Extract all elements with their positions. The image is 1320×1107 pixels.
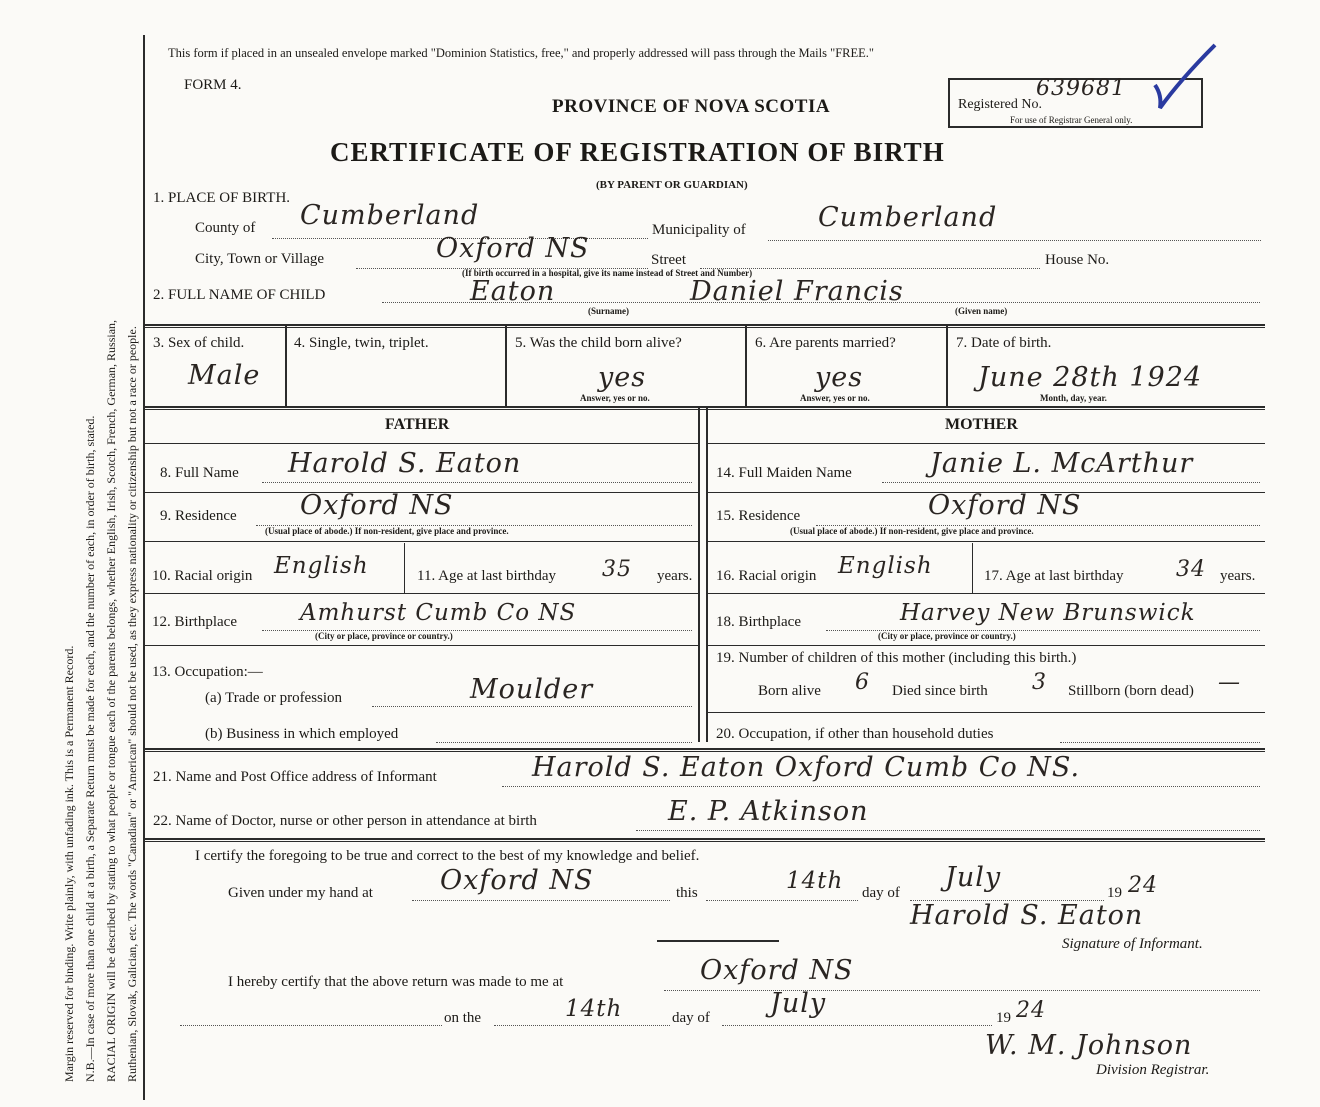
died-since-birth-label: Died since birth [892,683,988,699]
given-name-caption: (Given name) [955,306,1008,316]
mother-children-label: 19. Number of children of this mother (including this birth.) [716,650,1077,666]
father-racial-label: 10. Racial origin [152,568,253,584]
this-label: this [676,885,698,901]
given-year-value: 24 [1128,873,1158,898]
parents-married-label: 6. Are parents married? [755,335,896,351]
father-racial-value: English [274,553,369,579]
mother-occupation-label: 20. Occupation, if other than household duties [716,726,994,742]
informant-value: Harold S. Eaton Oxford Cumb Co NS. [532,752,1081,783]
mother-birthplace-caption: (City or place, province or country.) [878,631,1016,641]
father-age-label: 11. Age at last birthday [417,568,556,584]
child-surname: Eaton [470,276,556,307]
father-residence-caption: (Usual place of abode.) If non-resident, give place and province. [265,526,509,536]
street-label: Street [651,252,686,268]
informant-signature: Harold S. Eaton [910,900,1144,931]
father-residence-label: 9. Residence [160,508,237,524]
hospital-note: (If birth occurred in a hospital, give its name instead of Street and Number) [462,268,753,278]
mother-age-value: 34 [1176,557,1206,582]
died-since-birth-value: 3 [1032,670,1047,695]
born-alive-value: yes [598,362,647,393]
multiple-birth-label: 4. Single, twin, triplet. [294,335,429,351]
mother-racial-value: English [838,553,933,579]
doctor-value: E. P. Atkinson [668,796,869,827]
born-alive-caption: Answer, yes or no. [580,393,650,403]
father-business-label: (b) Business in which employed [205,726,399,742]
date-of-birth-caption: Month, day, year. [1040,393,1107,403]
mother-birthplace-label: 18. Birthplace [716,614,801,630]
margin-racial-note: RACIAL ORIGIN will be described by stating to what people or tongue each of the parents belongs, whether English, Irish, Scotch, French, German, Russian, [104,319,118,1082]
father-trade-label: (a) Trade or profession [205,690,343,706]
father-residence-value: Oxford NS [300,490,454,521]
margin-nb-note: N.B.—In case of more than one child at a birth, a Separate Return must be made for each, and the number of each, in order of birth, stated. [83,415,97,1082]
municipality-value: Cumberland [818,202,998,233]
registrar-day-value: 14th [565,996,623,1022]
municipality-label: Municipality of [652,222,746,238]
child-name-label: 2. FULL NAME OF CHILD [153,287,326,303]
certificate-subtitle: (BY PARENT OR GUARDIAN) [596,179,748,191]
mother-residence-caption: (Usual place of abode.) If non-resident, give place and province. [790,526,1034,536]
mother-age-label: 17. Age at last birthday [984,568,1124,584]
divider [657,940,779,942]
mother-name-value: Janie L. McArthur [930,448,1194,479]
date-of-birth-value: June 28th 1924 [978,362,1203,393]
father-age-unit: years. [657,568,693,584]
father-name-value: Harold S. Eaton [288,448,522,479]
father-age-value: 35 [602,557,632,582]
registrar-year-value: 24 [1016,998,1046,1023]
registered-label: Registered No. [958,97,1042,112]
given-year-prefix: 19 [1107,885,1122,901]
parents-married-caption: Answer, yes or no. [800,393,870,403]
certification-statement: I certify the foregoing to be true and correct to the best of my knowledge and belief. [195,848,700,864]
registrar-statement: I hereby certify that the above return was made to me at [228,974,564,990]
registered-number: 639681 [1036,76,1126,101]
mail-note: This form if placed in an unsealed envelope marked "Dominion Statistics, free," and properly addressed will pass through the Mails "FREE." [168,46,875,60]
certificate-title: CERTIFICATE OF REGISTRATION OF BIRTH [330,137,945,167]
mother-residence-label: 15. Residence [716,508,801,524]
place-of-birth-heading: 1. PLACE OF BIRTH. [153,190,291,206]
mother-racial-label: 16. Racial origin [716,568,817,584]
house-number-label: House No. [1045,252,1110,268]
date-of-birth-label: 7. Date of birth. [956,335,1052,351]
born-alive-count-value: 6 [855,670,870,695]
doctor-label: 22. Name of Doctor, nurse or other person in attendance at birth [153,813,537,829]
registrar-place-value: Oxford NS [700,955,854,986]
informant-signature-caption: Signature of Informant. [1062,936,1203,952]
informant-label: 21. Name and Post Office address of Informant [153,769,437,785]
form-number: FORM 4. [184,77,242,93]
registrar-month-value: July [770,988,827,1019]
given-under-label: Given under my hand at [228,885,373,901]
registrar-year-prefix: 19 [996,1010,1011,1026]
form-left-border [143,35,145,1100]
child-given-name: Daniel Francis [690,276,904,307]
sex-value: Male [188,360,261,391]
given-place-value: Oxford NS [440,865,594,896]
registrar-caption: Division Registrar. [1096,1062,1210,1078]
given-month-value: July [945,862,1002,893]
surname-caption: (Surname) [588,306,629,316]
checkmark-icon [1150,40,1220,115]
father-birthplace-label: 12. Birthplace [152,614,237,630]
registrar-note: For use of Registrar General only. [1010,115,1133,125]
father-heading: FATHER [385,416,450,433]
mother-heading: MOTHER [945,416,1018,433]
province-heading: PROVINCE OF NOVA SCOTIA [552,96,831,117]
county-value: Cumberland [300,200,480,231]
margin-binding-note: Margin reserved for binding. Write plainly, with unfading ink. This is a Permanent Record. [62,645,76,1082]
mother-name-label: 14. Full Maiden Name [716,465,852,481]
sex-label: 3. Sex of child. [153,335,245,351]
stillborn-value: — [1218,670,1241,695]
given-day-of-label: day of [862,885,900,901]
given-day-value: 14th [786,868,844,894]
father-trade-value: Moulder [470,674,594,705]
father-occupation-label: 13. Occupation:— [152,664,263,680]
born-alive-label: 5. Was the child born alive? [515,335,682,351]
registrar-day-of-label: day of [672,1010,710,1026]
mother-birthplace-value: Harvey New Brunswick [900,600,1196,626]
registrar-signature: W. M. Johnson [985,1030,1193,1061]
city-label: City, Town or Village [195,251,325,267]
born-alive-count-label: Born alive [758,683,821,699]
county-label: County of [195,220,256,236]
mother-age-unit: years. [1220,568,1256,584]
father-birthplace-caption: (City or place, province or country.) [315,631,453,641]
city-value: Oxford NS [436,233,590,264]
stillborn-label: Stillborn (born dead) [1068,683,1194,699]
father-name-label: 8. Full Name [160,465,239,481]
registrar-on-label: on the [444,1010,482,1026]
parents-married-value: yes [815,362,864,393]
father-birthplace-value: Amhurst Cumb Co NS [300,600,577,626]
mother-residence-value: Oxford NS [928,490,1082,521]
margin-racial-note-2: Ruthenian, Slovak, Galician, etc. The words "Canadian" or "American" should not be used, as they express nationality or citizenship but not a race or people. [125,326,139,1082]
